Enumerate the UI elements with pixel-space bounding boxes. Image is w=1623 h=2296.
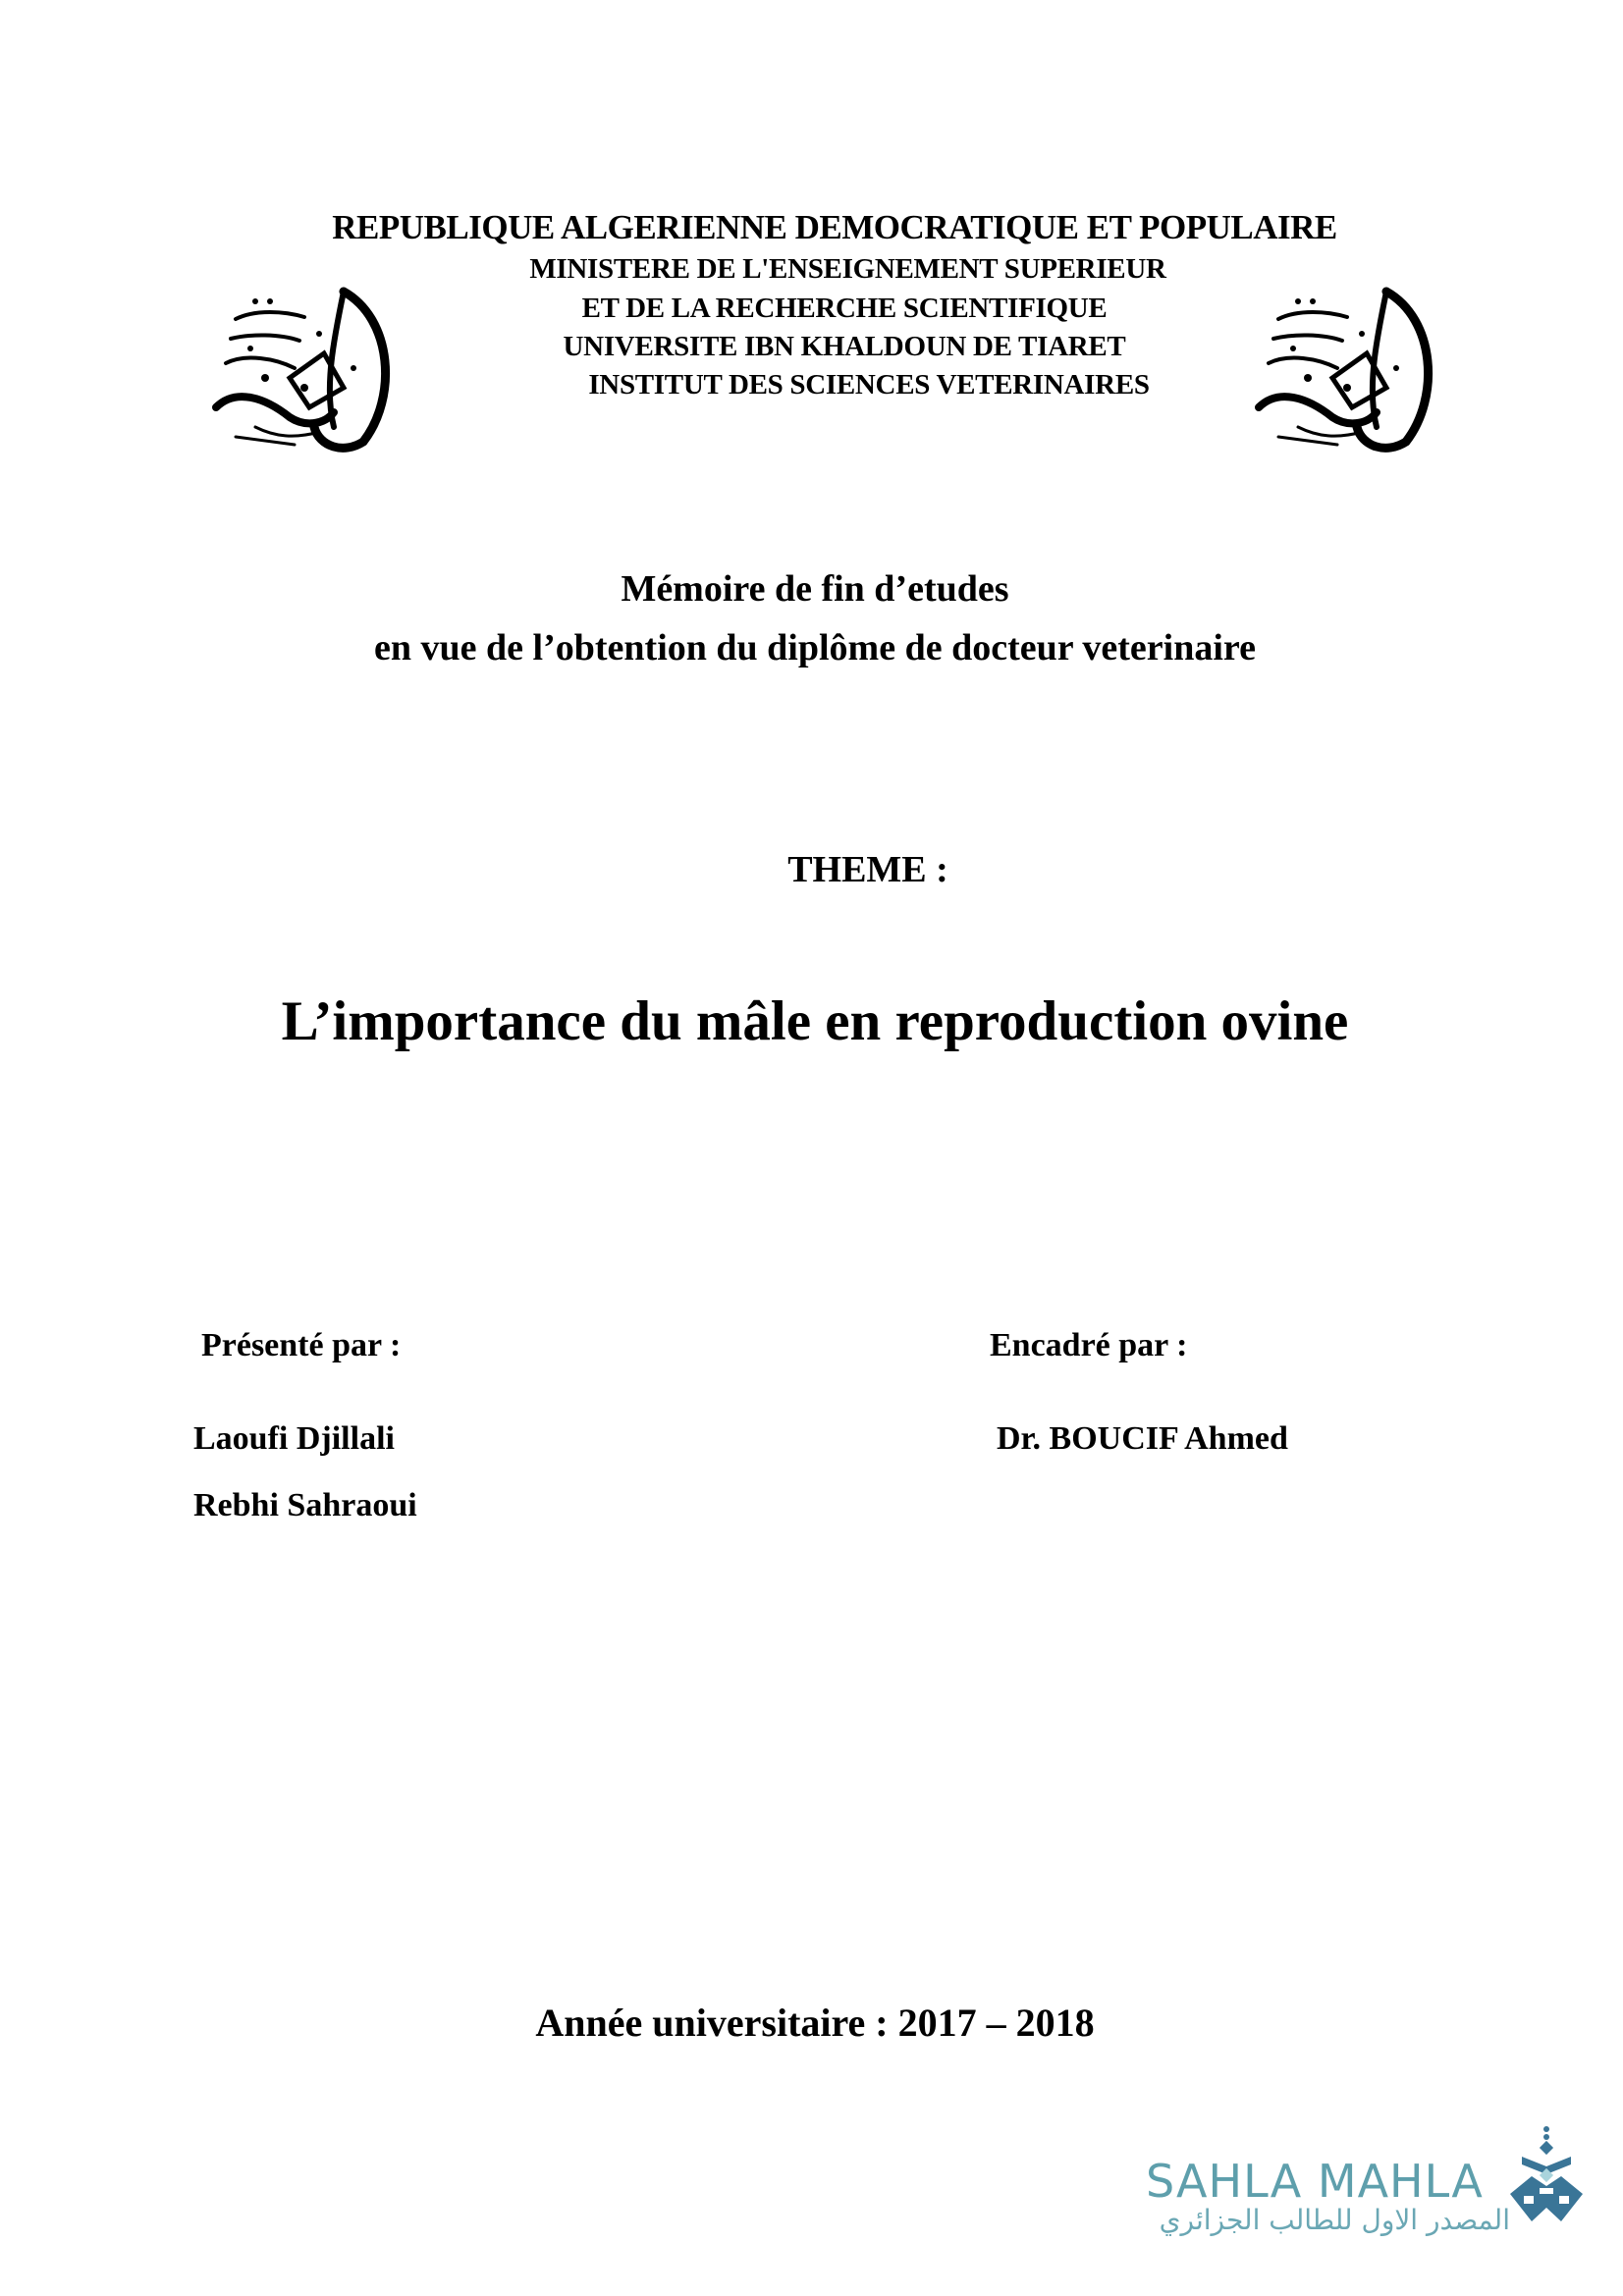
thesis-title: L’importance du mâle en reproduction ovine (281, 990, 1349, 1052)
author-name: Rebhi Sahraoui (193, 1487, 417, 1523)
memoire-title: Mémoire de fin d’etudes (621, 568, 1009, 610)
university-calligraphy-logo-icon (196, 280, 403, 456)
theme-label: THEME : (787, 849, 948, 890)
republic-heading: REPUBLIQUE ALGERIENNE DEMOCRATIQUE ET POPULAIRE (332, 208, 1337, 246)
ministry-heading-line2: ET DE LA RECHERCHE SCIENTIFIQUE (581, 293, 1108, 324)
supervised-by-label: Encadré par : (990, 1327, 1188, 1363)
sahla-mahla-emblem-icon (1502, 2125, 1591, 2233)
watermark-title: SAHLA MAHLA (1146, 2155, 1484, 2208)
institute-heading: INSTITUT DES SCIENCES VETERINAIRES (588, 369, 1150, 400)
presented-by-label: Présenté par : (201, 1327, 402, 1363)
sahla-mahla-watermark (1129, 2125, 1591, 2236)
academic-year: Année universitaire : 2017 – 2018 (535, 2001, 1095, 2045)
university-heading: UNIVERSITE IBN KHALDOUN DE TIARET (563, 331, 1126, 362)
university-calligraphy-logo-icon (1239, 280, 1445, 456)
watermark-subtitle: المصدر الاول للطالب الجزائري (1159, 2204, 1510, 2236)
memoire-subtitle: en vue de l’obtention du diplôme de docteur veterinaire (374, 627, 1256, 668)
supervisor-name: Dr. BOUCIF Ahmed (997, 1420, 1288, 1457)
ministry-heading: MINISTERE DE L'ENSEIGNEMENT SUPERIEUR (529, 253, 1166, 285)
author-name: Laoufi Djillali (193, 1420, 395, 1457)
